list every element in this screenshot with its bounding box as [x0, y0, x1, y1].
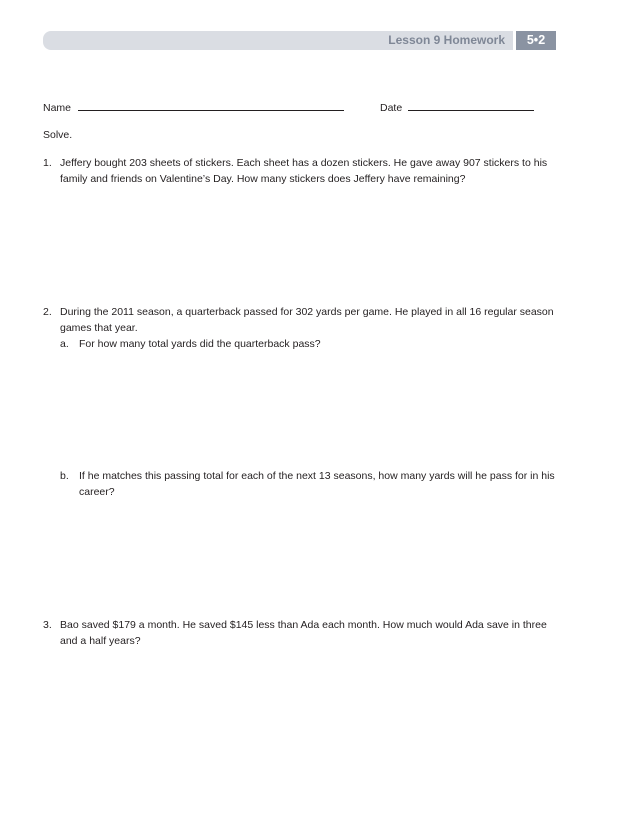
problem-2-number: 2. — [43, 306, 52, 318]
name-blank[interactable] — [78, 100, 344, 111]
problem-2a-line-1: For how many total yards did the quarterback pass? — [79, 338, 321, 350]
problem-1-line-1: Jeffery bought 203 sheets of stickers. Each sheet has a dozen stickers. He gave away 907 stickers to his — [60, 157, 548, 169]
module-badge: 5•2 — [516, 31, 556, 50]
problem-2-line-1: During the 2011 season, a quarterback passed for 302 yards per game. He played in all 16 regular season — [60, 306, 554, 318]
problem-3-line-1: Bao saved $179 a month. He saved $145 less than Ada each month. How much would Ada save in three — [60, 619, 547, 631]
name-label: Name — [43, 102, 72, 114]
date-label: Date — [380, 102, 403, 114]
lesson-header-bar — [43, 31, 513, 50]
date-blank[interactable] — [408, 100, 534, 111]
date-field-row — [380, 100, 534, 115]
problem-2b-line-1: If he matches this passing total for each of the next 13 seasons, how many yards will he pass for in his — [79, 470, 555, 482]
problem-3-number: 3. — [43, 619, 52, 631]
problem-2-line-2: games that year. — [60, 322, 138, 334]
problem-1-number: 1. — [43, 157, 52, 169]
lesson-title: Lesson 9 Homework — [388, 33, 505, 47]
problem-2b-letter: b. — [60, 470, 69, 482]
instructions: Solve. — [43, 129, 73, 141]
problem-3-line-2: and a half years? — [60, 635, 141, 647]
problem-1-line-2: family and friends on Valentine’s Day. How many stickers does Jeffery have remaining? — [60, 173, 466, 185]
name-field-row — [43, 100, 344, 115]
problem-2a-letter: a. — [60, 338, 69, 350]
problem-2b-line-2: career? — [79, 486, 115, 498]
